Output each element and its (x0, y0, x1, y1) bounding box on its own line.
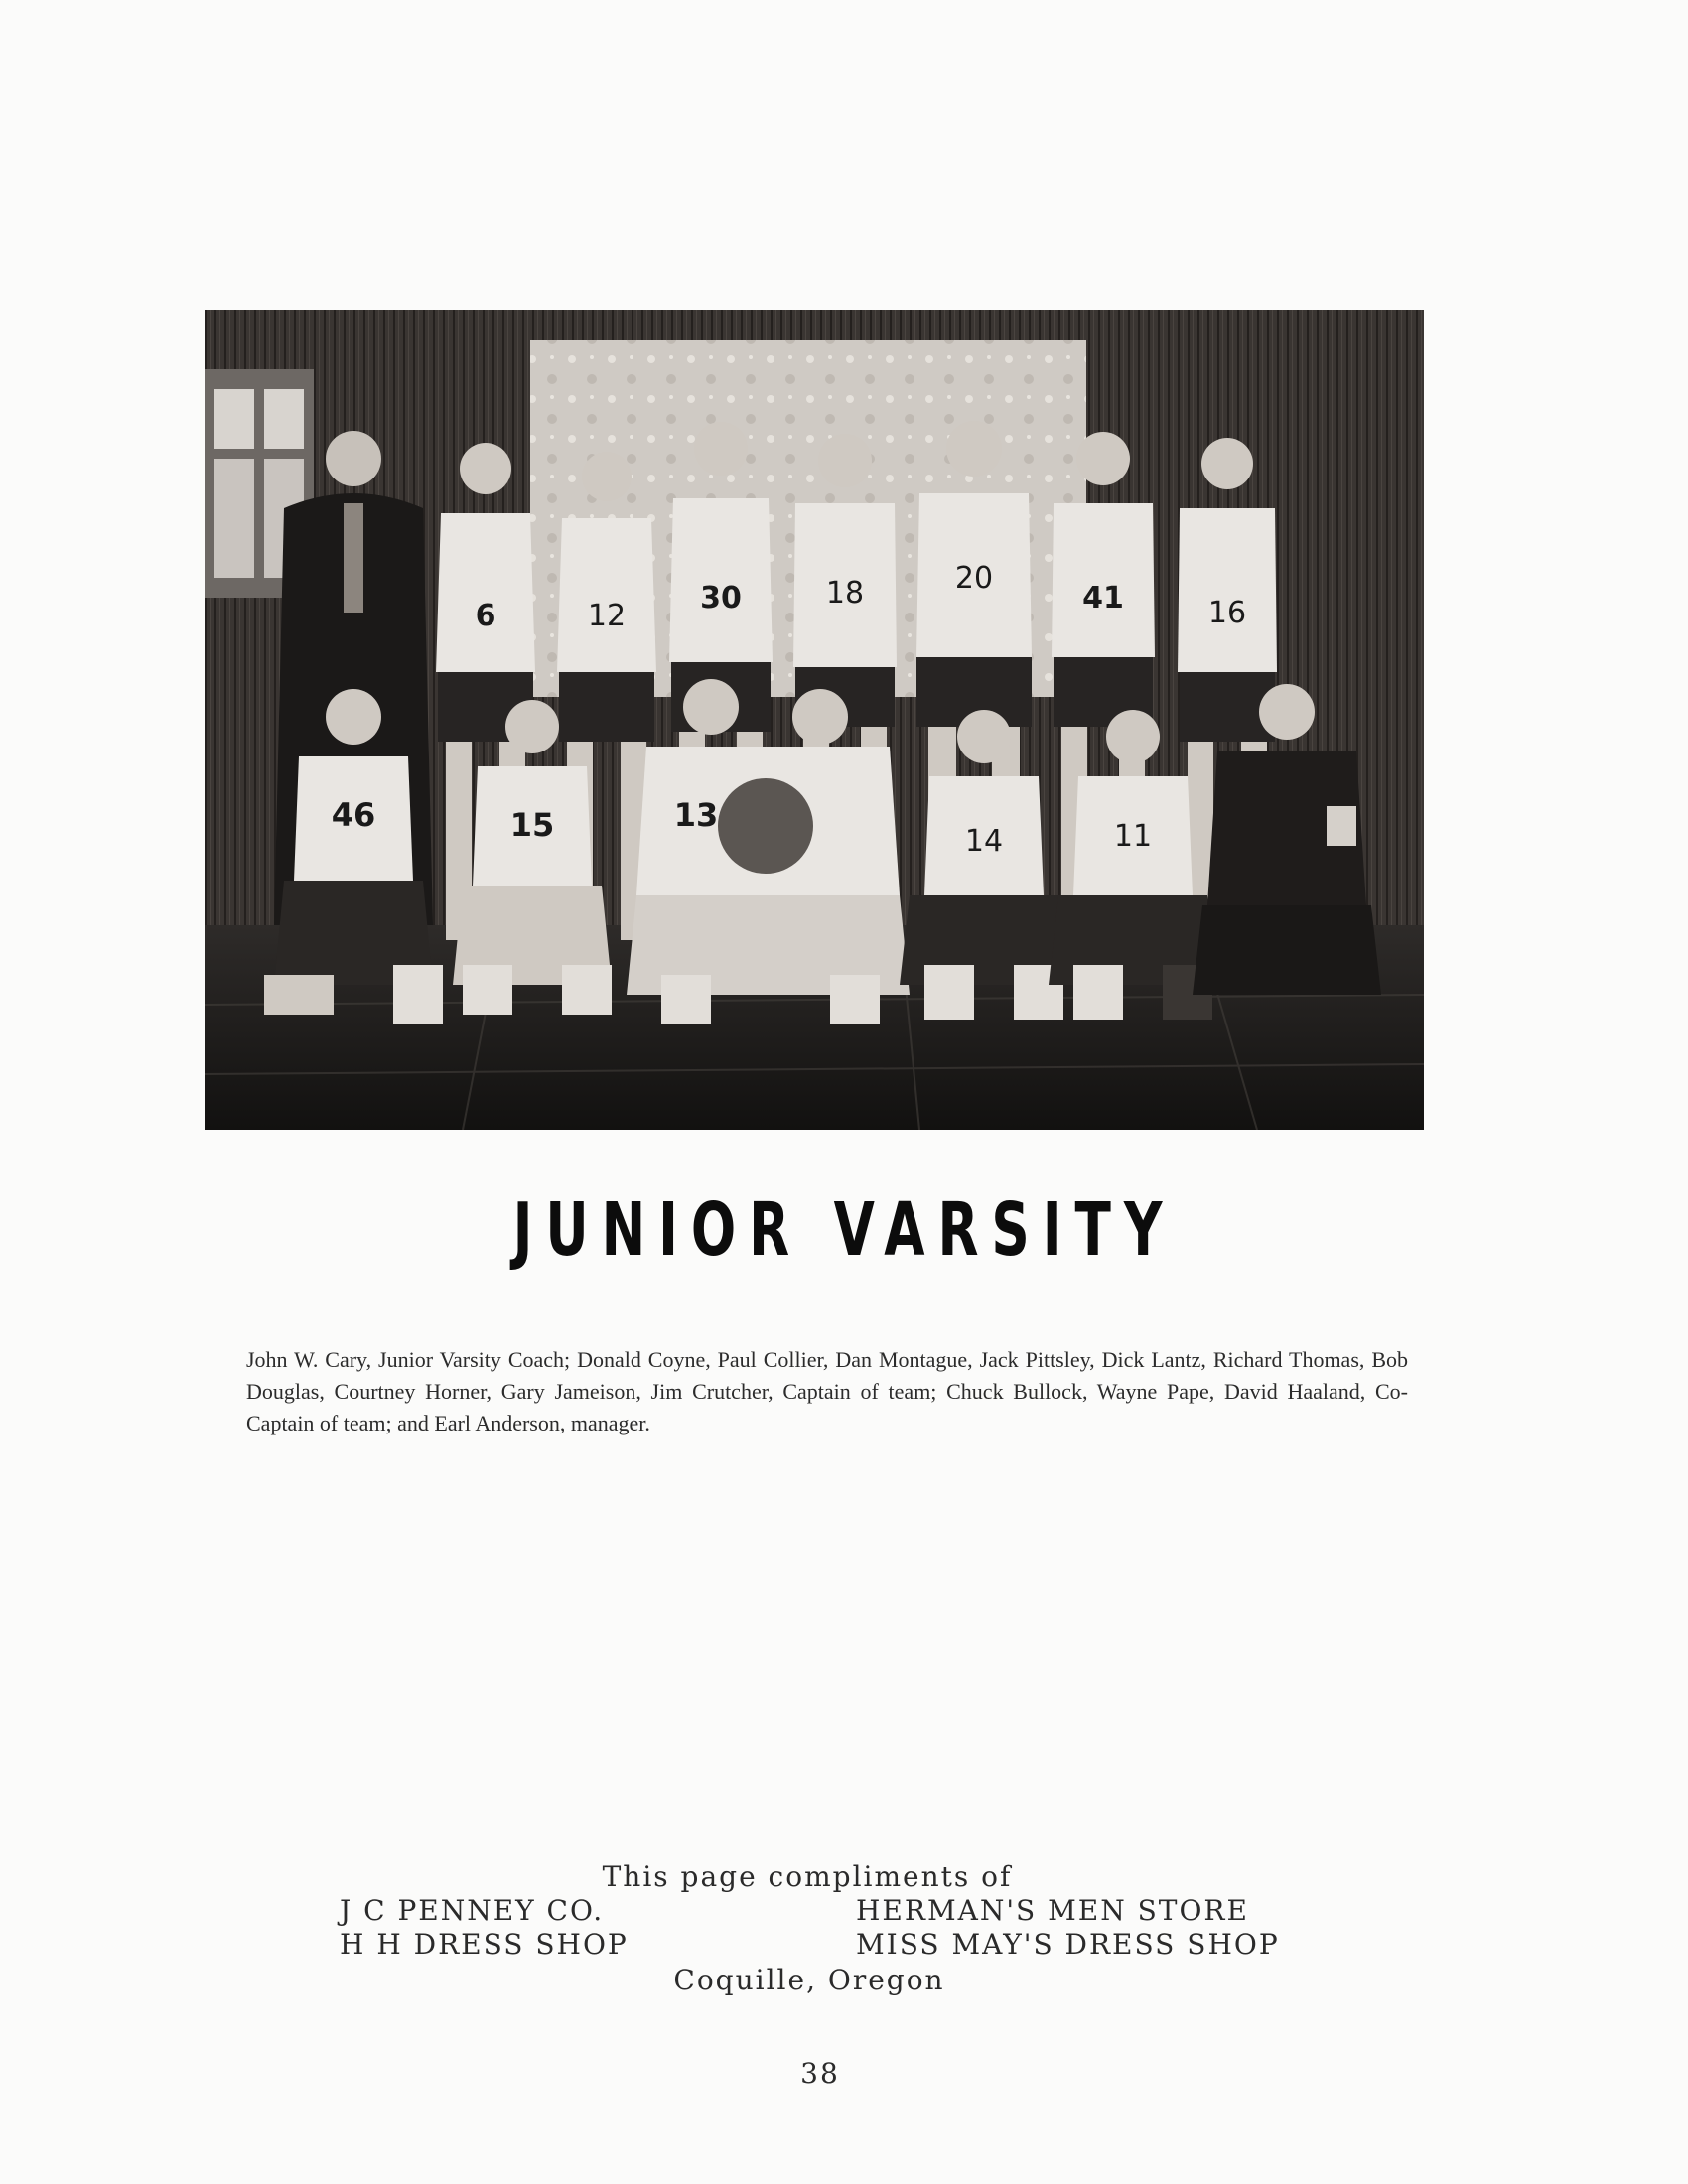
jersey-number: 14 (964, 824, 1004, 859)
jersey-number: 20 (954, 561, 994, 596)
jersey-number: 11 (1113, 819, 1153, 854)
jersey-number: 30 (700, 581, 742, 615)
sponsor-name: MISS MAY'S DRESS SHOP (856, 1928, 1280, 1961)
jersey-number: 41 (1082, 581, 1124, 615)
sponsor-name: H H DRESS SHOP (340, 1928, 629, 1961)
sponsor-name: HERMAN'S MEN STORE (856, 1894, 1249, 1927)
sponsor-name: J C PENNEY CO. (340, 1894, 605, 1927)
photo-caption: John W. Cary, Junior Varsity Coach; Donald Coyne, Paul Collier, Dan Montague, Jack Pittsley, Dick Lantz, Richard Thomas, Bob Douglas, Courtney Horner, Gary Jameison, Jim Crutcher, Captain of team; Chuck Bullock, Wayne Pape, David Haaland, Co-Captain of team; and Earl Anderson, manager. (246, 1347, 1408, 1435)
jersey-number: 6 (475, 599, 496, 633)
jersey-number: 13 (673, 796, 719, 834)
sponsor-left-column (340, 1894, 629, 1962)
jersey-number: 16 (1207, 596, 1247, 630)
sponsor-right-column (856, 1894, 1280, 1962)
jersey-number: 12 (587, 599, 627, 633)
team-photo (205, 310, 1424, 1130)
page-title: JUNIOR VARSITY (512, 1187, 1176, 1273)
jersey-number: 15 (509, 806, 555, 844)
page-number: 38 (800, 2057, 840, 2090)
sponsor-intro: This page compliments of (602, 1860, 1013, 1893)
jersey-number: 46 (331, 796, 376, 834)
jersey-number: 18 (825, 576, 865, 611)
sponsor-city: Coquille, Oregon (673, 1964, 945, 1996)
